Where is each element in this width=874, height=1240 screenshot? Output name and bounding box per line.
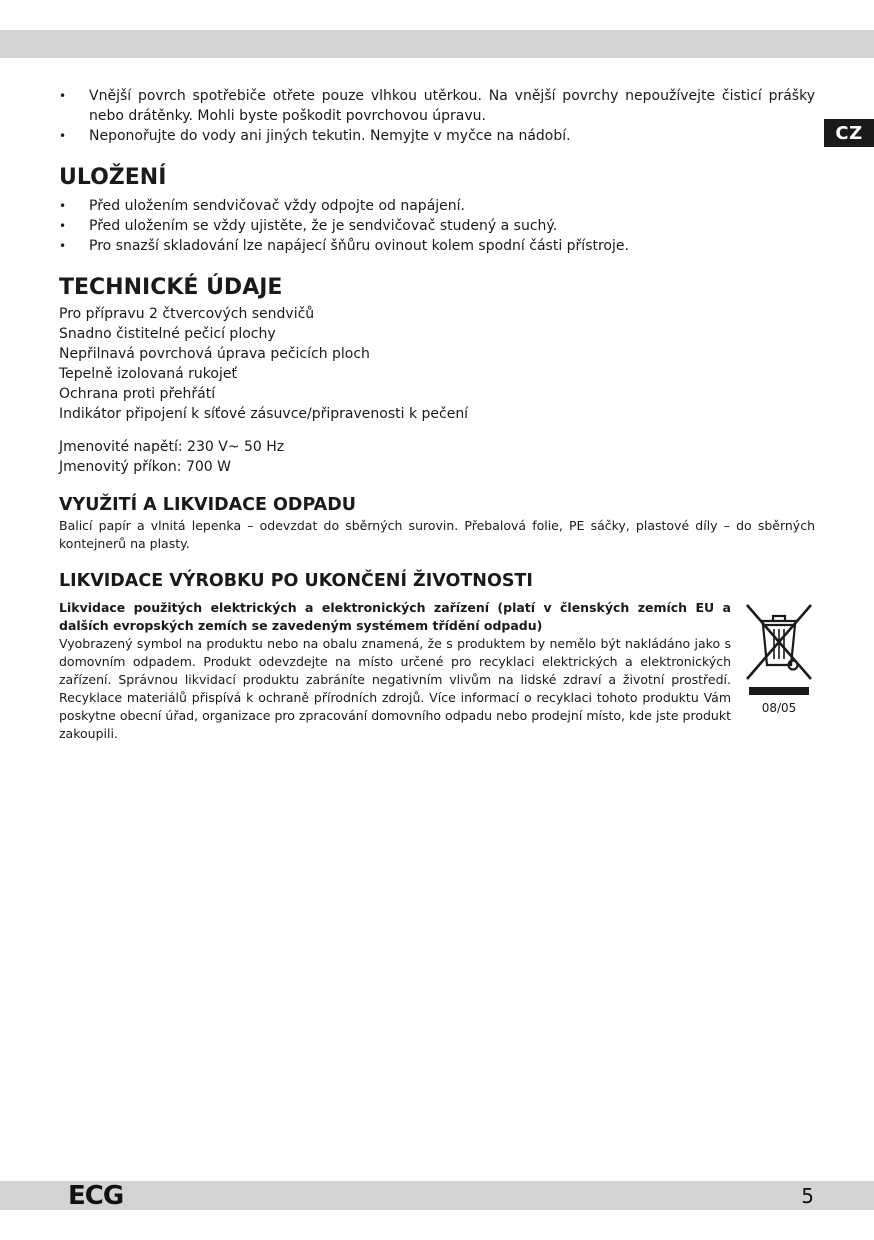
disposal-text-block bbox=[59, 599, 731, 743]
storage-heading: ULOŽENÍ bbox=[59, 165, 167, 190]
cleaning-list bbox=[59, 86, 815, 146]
feature-line: Indikátor připojení k síťové zásuvce/připravenosti k pečení bbox=[59, 406, 469, 422]
weee-symbol bbox=[743, 599, 815, 743]
page-number: 5 bbox=[801, 1183, 814, 1208]
list-item: • Neponořujte do vody ani jiných tekutin. Nemyjte v myčce na nádobí. bbox=[59, 126, 815, 146]
list-item: • Před uložením sendvičovač vždy odpojte od napájení. bbox=[59, 196, 815, 216]
storage-list bbox=[59, 196, 815, 256]
list-item: • Vnější povrch spotřebiče otřete pouze vlhkou utěrkou. Na vnější povrchy nepoužívejte čisticí prášky nebo drátěnky. Mohli byste poškodit povrchovou úpravu. bbox=[59, 86, 815, 126]
page-content bbox=[59, 86, 815, 743]
feature-line: Nepřilnavá povrchová úprava pečicích ploch bbox=[59, 346, 370, 362]
feature-line: Tepelně izolovaná rukojeť bbox=[59, 366, 237, 382]
disposal-subtitle: Likvidace použitých elektrických a elektronických zařízení (platí v členských zemích EU a dalších evropských zemích se zavedeným systémem třídění odpadu) bbox=[59, 600, 731, 633]
voltage-line: Jmenovité napětí: 230 V~ 50 Hz bbox=[59, 439, 285, 455]
waste-heading: VYUŽITÍ A LIKVIDACE ODPADU bbox=[59, 495, 356, 515]
crossed-bin-icon bbox=[743, 599, 815, 695]
symbol-code: 08/05 bbox=[761, 701, 797, 715]
list-item: • Pro snazší skladování lze napájecí šňůru ovinout kolem spodní části přístroje. bbox=[59, 236, 815, 256]
language-tab: CZ bbox=[824, 119, 874, 147]
feature-line: Pro přípravu 2 čtvercových sendvičů bbox=[59, 306, 315, 322]
footer-bar bbox=[0, 1181, 874, 1210]
brand-logo: ECG bbox=[68, 1180, 124, 1211]
tech-heading: TECHNICKÉ ÚDAJE bbox=[59, 275, 283, 300]
tech-ratings bbox=[59, 437, 815, 477]
waste-text: Balicí papír a vlnitá lepenka – odevzdat do sběrných surovin. Přebalová folie, PE sáčky, plastové díly – do sběrných kontejnerů na plasty. bbox=[59, 518, 815, 551]
feature-line: Ochrana proti přehřátí bbox=[59, 386, 216, 402]
power-line: Jmenovitý příkon: 700 W bbox=[59, 459, 231, 475]
list-item: • Před uložením se vždy ujistěte, že je sendvičovač studený a suchý. bbox=[59, 216, 815, 236]
header-bar bbox=[0, 30, 874, 58]
disposal-text: Vyobrazený symbol na produktu nebo na obalu znamená, že s produktem by nemělo být nakládáno jako s domovním odpadem. Produkt odevzdejte na místo určené pro recyklaci elektrických a elektronických zařízení. Správnou likvidací produktu zabráníte negativním vlivům na lidské zdraví a životní prostředí. Recyklace materiálů přispívá k ochraně přírodních zdrojů. Více informací o recyklaci tohoto produktu Vám poskytne obecní úřad, organizace pro zpracování domovního odpadu nebo prodejní místo, kde jste produkt zakoupili. bbox=[59, 636, 731, 741]
disposal-section bbox=[59, 599, 815, 743]
tech-features bbox=[59, 304, 815, 424]
disposal-heading: LIKVIDACE VÝROBKU PO UKONČENÍ ŽIVOTNOSTI bbox=[59, 571, 533, 591]
feature-line: Snadno čistitelné pečicí plochy bbox=[59, 326, 276, 342]
